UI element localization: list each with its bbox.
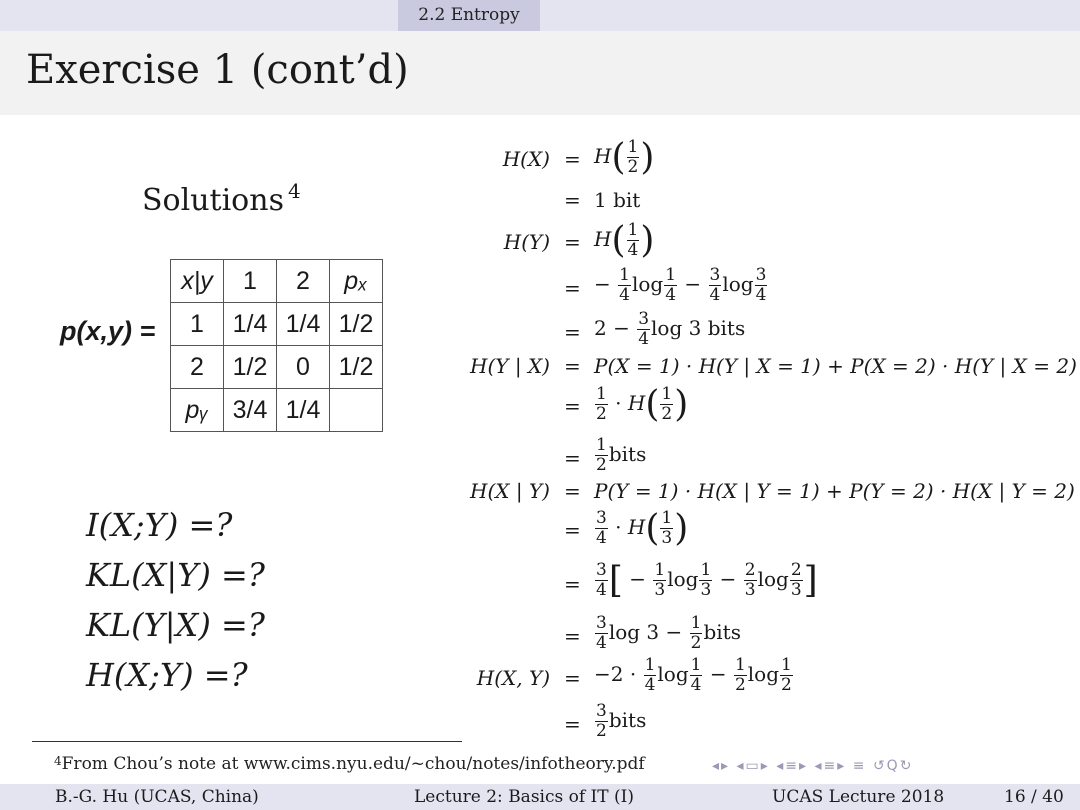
eq-sign: =	[564, 188, 581, 212]
footer-lecture: Lecture 2: Basics of IT (I)	[414, 787, 634, 807]
eq-sign: =	[564, 712, 581, 736]
table-cell: 1/4	[277, 303, 330, 346]
lhs-hxyj: H(X, Y)	[476, 666, 550, 690]
eq-sign: =	[564, 666, 581, 690]
rhs-hx: H( $\frac{1}{2}$ )	[594, 137, 655, 178]
table-cell: pₓ	[330, 260, 383, 303]
rhs-hyx-expr: P(X = 1) · H(Y | X = 1) + P(X = 2) · H(Y | X = 2)	[594, 354, 1077, 378]
rhs-hyx-result: $\frac{1}{2}$ bits	[596, 435, 647, 475]
table-cell: 2	[171, 346, 224, 389]
log3bits-text: log 3 bits	[651, 316, 746, 340]
rhs-hyx-step: $\frac{1}{2}$ · H( $\frac{1}{2}$ )	[596, 384, 689, 425]
nav-search-icon[interactable]: ↺Q↻	[872, 758, 914, 774]
section-tab[interactable]: 2.2 Entropy	[398, 0, 540, 31]
rhs-hy: H( $\frac{1}{4}$ )	[594, 220, 655, 261]
eq-sign: =	[564, 394, 581, 418]
nav-frame-prev-icon[interactable]: ◂	[712, 758, 722, 774]
table-cell: 1/2	[224, 346, 277, 389]
footnote	[54, 754, 645, 774]
nav-doc-icon[interactable]: ◂≡▸	[814, 758, 847, 774]
frame-title-bar	[0, 31, 1080, 115]
eq-sign: =	[564, 518, 581, 542]
question-kl-xy: KL(X|Y) =?	[86, 556, 265, 594]
bits-text: bits	[608, 442, 647, 466]
rhs-hxy-step: $\frac{3}{4}$ · H( $\frac{1}{3}$ )	[596, 508, 689, 549]
nav-subsection-icon[interactable]: ◂▭▸	[736, 758, 770, 774]
eq-sign: =	[564, 479, 581, 503]
nav-section-icon[interactable]: ◂≡▸	[776, 758, 809, 774]
footnote-text[interactable]: From Chou’s note at www.cims.nyu.edu/~chou/notes/infotheory.pdf	[61, 754, 645, 774]
footer-page-number: 16 / 40	[1004, 787, 1064, 807]
eq-sign: =	[564, 230, 581, 254]
rhs-hy-result: 2 − $\frac{3}{4}$ log 3 bits	[594, 309, 746, 349]
footer-bar	[0, 784, 1080, 810]
frame-title: Exercise 1 (cont’d)	[26, 47, 409, 93]
rhs-hxy-expand: $\frac{3}{4}$ [ − $\frac{1}{3}$ log $\frac{1}{3}$ − $\frac{2}{3}$ log $\frac{2}{3}$ ]	[596, 560, 818, 601]
rhs-hxy-result: $\frac{3}{4}$ log 3 − $\frac{1}{2}$ bits	[596, 613, 741, 653]
nav-toc-icon[interactable]: ≡	[852, 758, 867, 774]
question-joint-entropy: H(X;Y) =?	[86, 656, 248, 694]
lhs-hxy: H(X | Y)	[470, 479, 550, 503]
bits-text: bits	[703, 620, 741, 644]
question-kl-yx: KL(Y|X) =?	[86, 606, 265, 644]
joint-prob-label: p(x,y) =	[60, 316, 156, 346]
eq-sign: =	[564, 147, 581, 171]
rhs-hxyj-result: $\frac{3}{2}$ bits	[596, 701, 647, 741]
eq-sign: =	[564, 572, 581, 596]
lhs-hyx: H(Y | X)	[470, 354, 550, 378]
eq-sign: =	[564, 446, 581, 470]
table-cell: 1	[171, 303, 224, 346]
footer-author: B.-G. Hu (UCAS, China)	[55, 787, 259, 807]
table-cell: 2	[277, 260, 330, 303]
eq-sign: =	[564, 276, 581, 300]
table-cell: 1/4	[277, 389, 330, 432]
rhs-hxy-expr: P(Y = 1) · H(X | Y = 1) + P(Y = 2) · H(X | Y = 2)	[594, 479, 1075, 503]
table-cell: 1	[224, 260, 277, 303]
lhs-hx: H(X)	[502, 147, 550, 171]
table-cell: 1/2	[330, 346, 383, 389]
rhs-hy-expand: − $\frac{1}{4}$ log $\frac{1}{4}$ − $\frac{3}{4}$ log $\frac{3}{4}$	[594, 265, 767, 305]
question-mutual-info: I(X;Y) =?	[86, 506, 233, 544]
eq-sign: =	[564, 624, 581, 648]
beamer-nav-controls	[712, 758, 913, 774]
rhs-one-bit: 1 bit	[594, 188, 641, 212]
footnote-marker[interactable]: 4	[287, 179, 301, 203]
footnote-number: 4	[54, 754, 62, 768]
table-cell: 1/4	[224, 303, 277, 346]
table-cell: x|y	[171, 260, 224, 303]
solutions-label: Solutions	[142, 183, 284, 218]
eq-sign: =	[564, 354, 581, 378]
rhs-hxyj-expand: −2 · $\frac{1}{4}$ log $\frac{1}{4}$ − $\frac{1}{2}$ log $\frac{1}{2}$	[594, 655, 792, 695]
table-cell: pᵧ	[171, 389, 224, 432]
top-nav-bar	[0, 0, 1080, 31]
lhs-hy: H(Y)	[503, 230, 550, 254]
table-cell: 0	[277, 346, 330, 389]
footnote-divider	[32, 741, 462, 742]
table-cell: 1/2	[330, 303, 383, 346]
bits-text: bits	[608, 708, 647, 732]
nav-frame-next-icon[interactable]: ▸	[721, 758, 731, 774]
table-cell: 3/4	[224, 389, 277, 432]
eq-sign: =	[564, 320, 581, 344]
footer-event: UCAS Lecture 2018	[772, 787, 945, 807]
